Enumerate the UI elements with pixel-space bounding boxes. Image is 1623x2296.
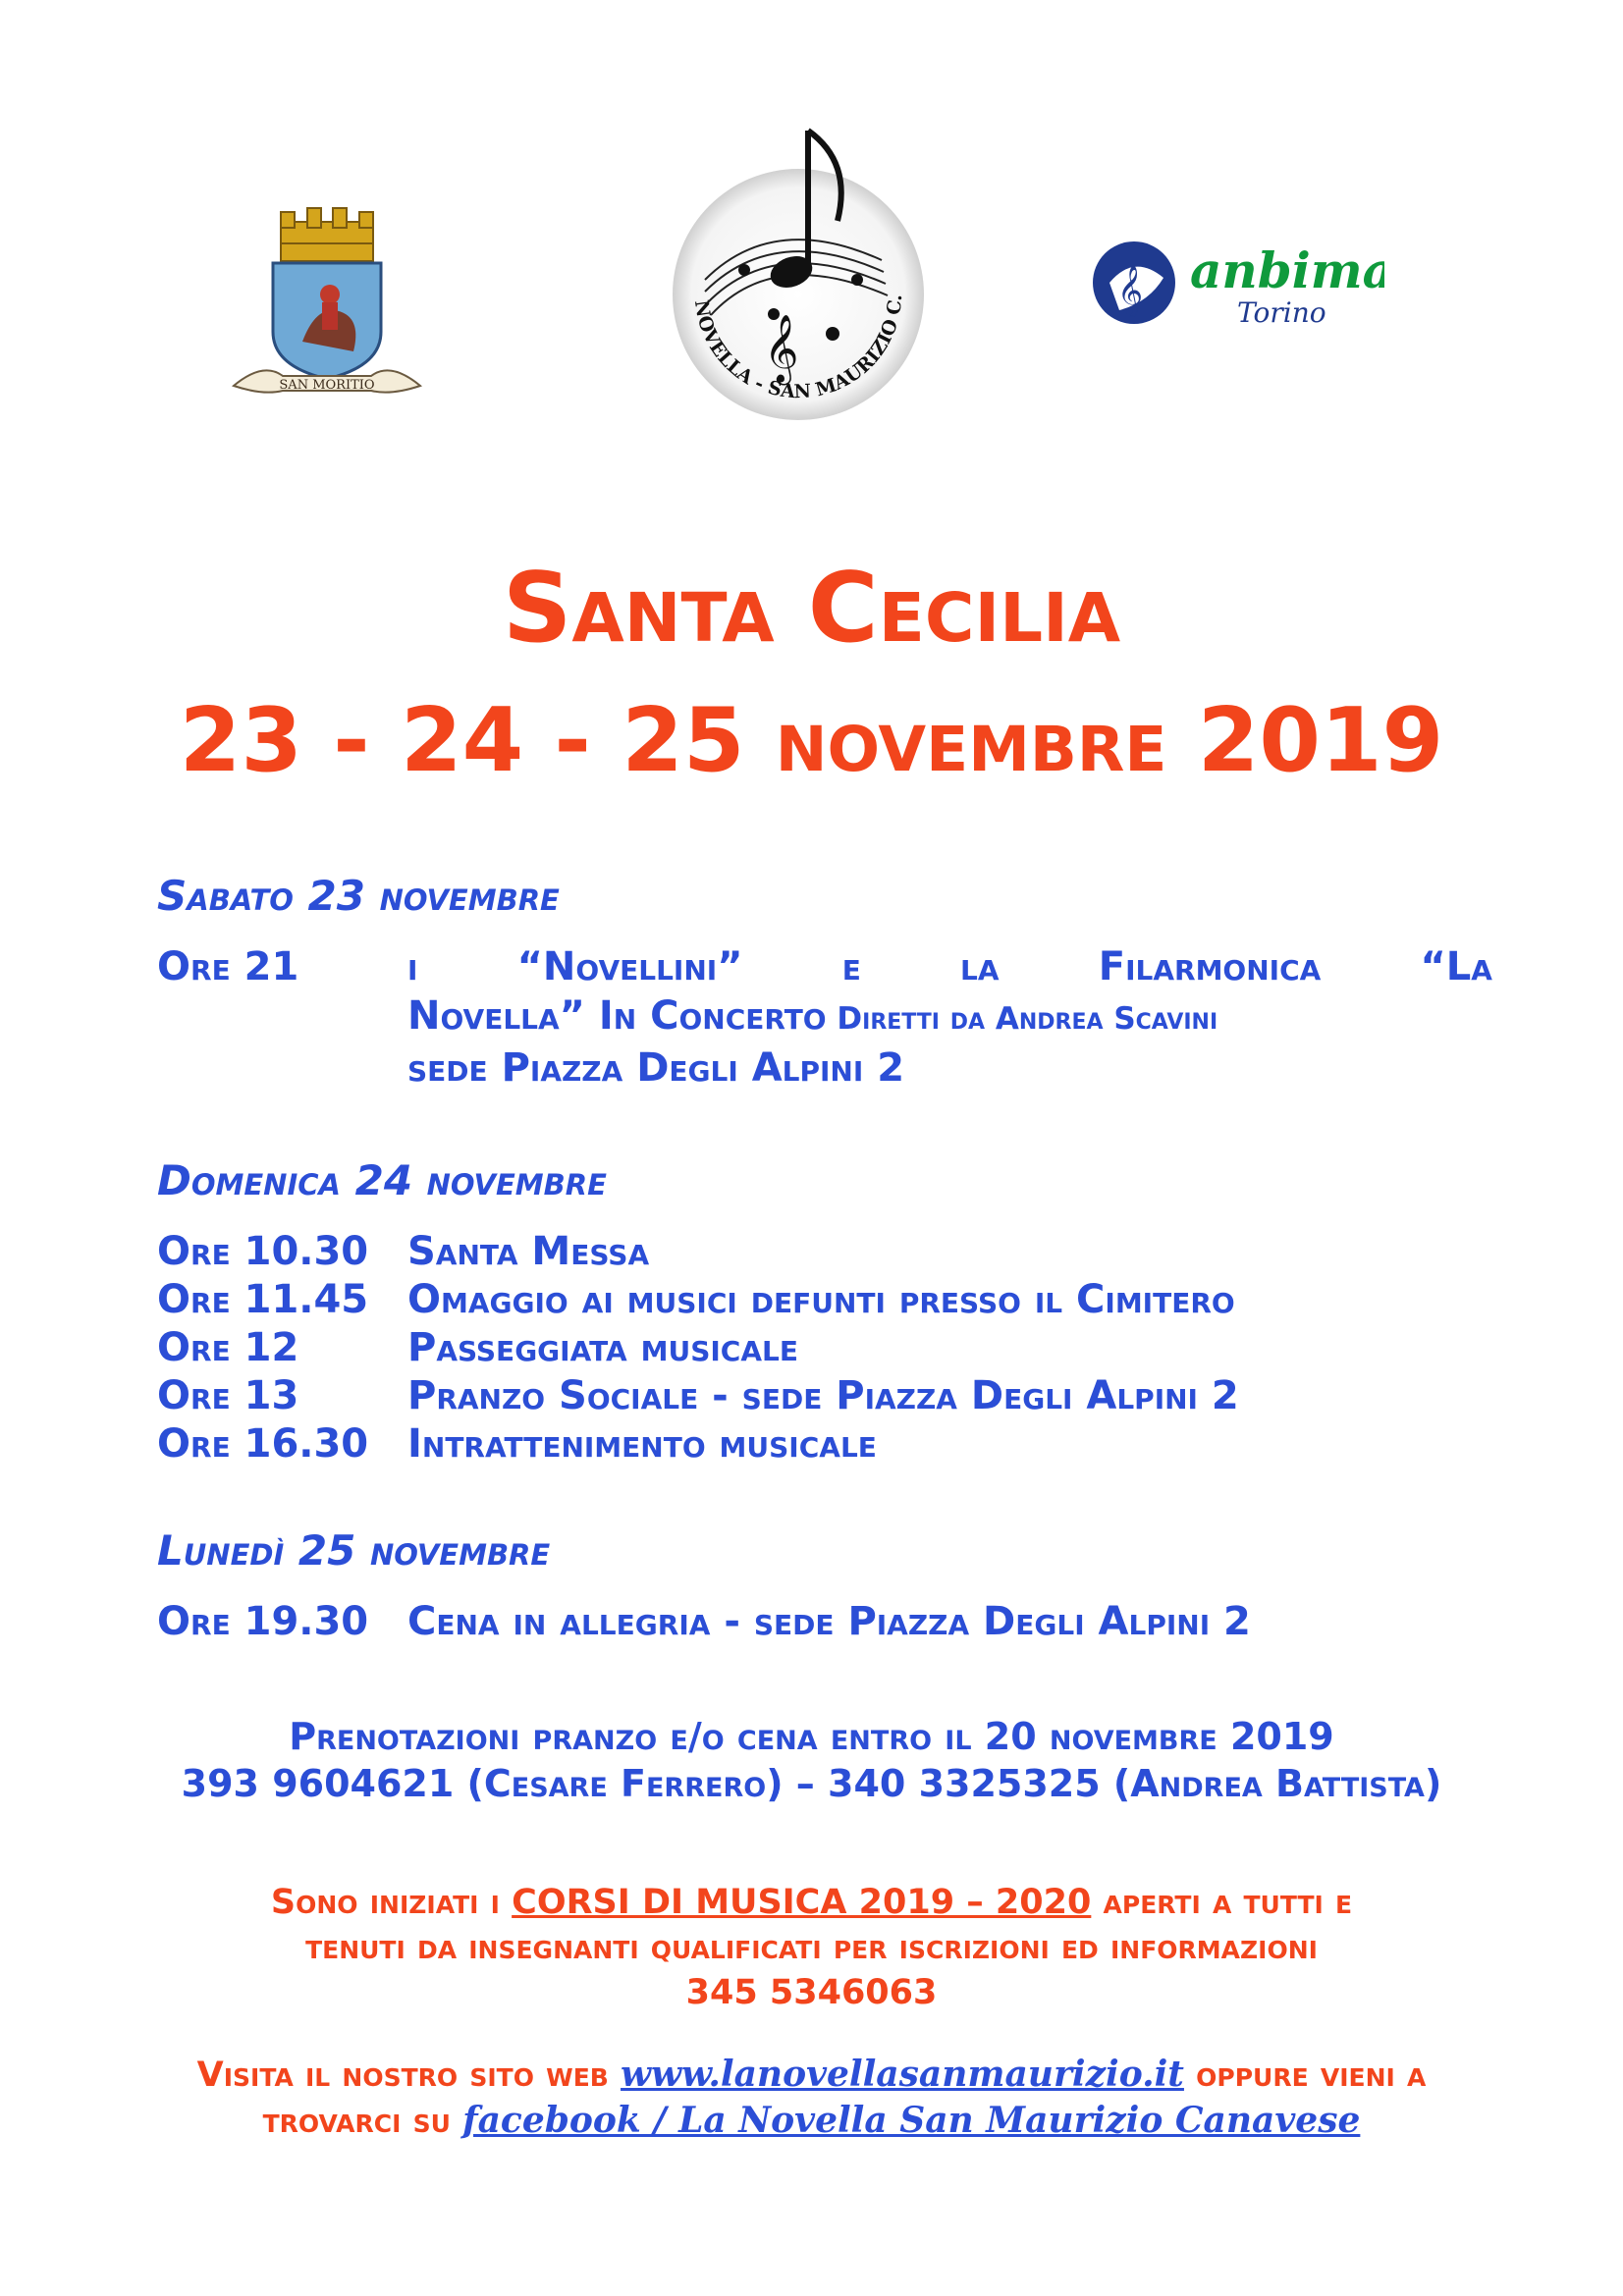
event-line1-word: la	[960, 944, 1000, 989]
event-row	[157, 1275, 1492, 1324]
visit-line2-prefix: trovarci su	[262, 2102, 463, 2141]
anbima-torino-text: Torino	[1237, 296, 1326, 329]
courses-suffix: aperti a tutti e	[1091, 1883, 1353, 1922]
san-moritio-coat-of-arms-logo	[224, 204, 430, 400]
event-line2-main: Novella” In Concerto	[407, 993, 827, 1039]
san-moritio-label: SAN MORITIO	[279, 378, 375, 393]
event-description: Cena in allegria - sede Piazza Degli Alpini 2	[407, 1599, 1251, 1644]
event-description	[407, 942, 1492, 1093]
event-dates: 23 - 24 - 25 novembre 2019	[179, 689, 1444, 792]
event-line3-location: sede Piazza Degli Alpini 2	[407, 1045, 905, 1091]
event-time: Ore 12	[157, 1325, 299, 1370]
event-time: Ore 16.30	[157, 1421, 369, 1467]
event-time: Ore 10.30	[157, 1229, 369, 1274]
visit-prefix: Visita il nostro sito web	[196, 2056, 622, 2095]
event-line2-directors: Diretti da Andrea Scavini	[826, 1001, 1218, 1037]
la-novella-label: NOVELLA - SAN MAURIZIO C.	[689, 294, 907, 403]
anbima-torino-logo	[1090, 234, 1384, 332]
courses-prefix: Sono iniziati i	[270, 1883, 513, 1922]
event-line1-word: “La	[1420, 944, 1492, 989]
day-heading-saturday: Sabato 23 novembre	[157, 872, 560, 920]
courses-highlight: CORSI DI MUSICA 2019 – 2020	[512, 1883, 1092, 1922]
courses-phone: 345 5346063	[685, 1973, 938, 2012]
event-description: Pranzo Sociale - sede Piazza Degli Alpini 2	[407, 1373, 1239, 1418]
booking-line1: Prenotazioni pranzo e/o cena entro il 20 novembre 2019	[289, 1715, 1334, 1758]
event-description-line1	[407, 942, 1492, 991]
website-link[interactable]: www.lanovellasanmaurizio.it	[621, 2054, 1184, 2095]
event-description: Omaggio ai musici defunti presso il Cimitero	[407, 1277, 1235, 1322]
event-line1-word: “Novellini”	[516, 944, 743, 989]
day-heading-monday: Lunedì 25 novembre	[157, 1526, 551, 1575]
event-row	[157, 1597, 1492, 1646]
event-time: Ore 19.30	[157, 1599, 369, 1644]
event-row	[157, 1371, 1492, 1420]
svg-text:𝄞: 𝄞	[764, 314, 799, 383]
booking-contacts: 393 9604621 (Cesare Ferrero) – 340 3325325 (Andrea Battista)	[181, 1762, 1442, 1805]
event-description: Santa Messa	[407, 1229, 650, 1274]
event-time: Ore 21	[157, 944, 299, 989]
anbima-brand-text: anbima	[1190, 241, 1384, 299]
event-line1-word: Filarmonica	[1098, 944, 1322, 989]
svg-text:𝄞: 𝄞	[1117, 265, 1144, 315]
event-line1-word: i	[407, 944, 418, 989]
event-row	[157, 1227, 1492, 1276]
booking-info	[0, 1713, 1623, 1807]
event-row	[157, 1419, 1492, 1468]
facebook-link[interactable]: facebook / La Novella San Maurizio Canavese	[462, 2100, 1361, 2141]
event-description: Intrattenimento musicale	[407, 1421, 877, 1467]
courses-info	[0, 1880, 1623, 2015]
event-description: Passeggiata musicale	[407, 1325, 798, 1370]
event-line1-word: e	[841, 944, 861, 989]
event-row	[157, 942, 1492, 1099]
visit-info	[0, 2052, 1623, 2144]
page-title: Santa Cecilia	[502, 553, 1121, 665]
event-row	[157, 1323, 1492, 1372]
event-time: Ore 13	[157, 1373, 299, 1418]
day-heading-sunday: Domenica 24 novembre	[157, 1156, 607, 1204]
la-novella-logo	[656, 123, 941, 437]
visit-suffix: oppure vieni a	[1183, 2056, 1427, 2095]
courses-line2: tenuti da insegnanti qualificati per iscrizioni ed informazioni	[305, 1928, 1318, 1967]
event-time: Ore 11.45	[157, 1277, 369, 1322]
